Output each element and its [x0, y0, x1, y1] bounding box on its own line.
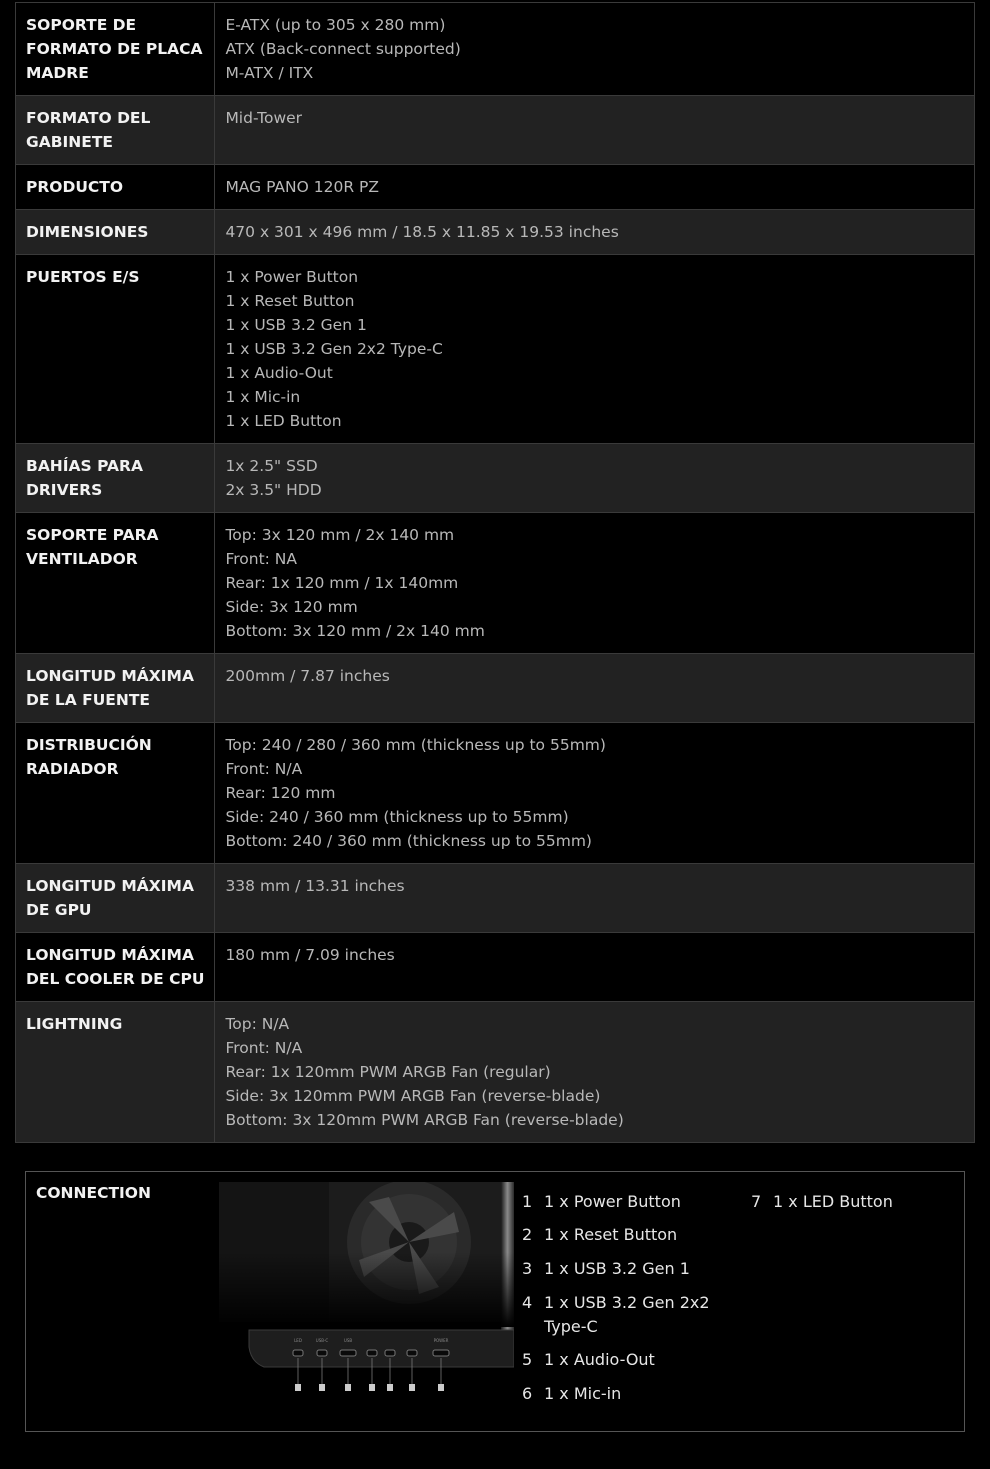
connection-item-number: 4 [522, 1293, 533, 1312]
spec-label-line: GABINETE [26, 133, 114, 151]
connection-title: CONNECTION [36, 1184, 151, 1202]
spec-row [16, 723, 975, 864]
spec-value [215, 723, 975, 864]
connection-item-number: 2 [522, 1225, 533, 1244]
spec-label [16, 165, 215, 210]
spec-label [16, 723, 215, 864]
connection-item-text: 1 x USB 3.2 Gen 1 [544, 1259, 690, 1278]
spec-row [16, 210, 975, 255]
spec-value-line: Top: N/A [225, 1015, 290, 1033]
spec-value-line: Side: 3x 120mm PWM ARGB Fan (reverse-blade) [225, 1087, 601, 1105]
spec-value [215, 444, 975, 513]
spec-label [16, 513, 215, 654]
spec-value-line: 1 x LED Button [225, 412, 342, 430]
spec-value-line: Mid-Tower [225, 109, 303, 127]
port-callout-marker [438, 1384, 444, 1391]
port-callout-marker [319, 1384, 325, 1391]
spec-value [215, 3, 975, 96]
spec-value-line: 1 x USB 3.2 Gen 1 [225, 316, 367, 334]
spec-label [16, 1002, 215, 1143]
spec-value [215, 654, 975, 723]
spec-value-line: 1 x Audio-Out [225, 364, 333, 382]
connection-item-text: 1 x Audio-Out [544, 1350, 655, 1369]
spec-row [16, 513, 975, 654]
spec-row [16, 1002, 975, 1143]
port-icon [367, 1350, 377, 1356]
port-icon [433, 1350, 449, 1356]
spec-label-line: DRIVERS [26, 481, 103, 499]
specs-table [15, 2, 975, 1143]
connection-item-text: 1 x Reset Button [544, 1225, 678, 1244]
spec-value-line: Bottom: 3x 120 mm / 2x 140 mm [225, 622, 485, 640]
spec-value-line: Bottom: 3x 120mm PWM ARGB Fan (reverse-blade) [225, 1111, 624, 1129]
spec-label-line: DISTRIBUCIÓN [26, 736, 152, 754]
connection-item-text: 1 x Mic-in [544, 1384, 622, 1403]
port-icon [317, 1350, 327, 1356]
connection-item-number: 7 [751, 1192, 762, 1211]
spec-value-line: ATX (Back-connect supported) [225, 40, 461, 58]
spec-value-line: 180 mm / 7.09 inches [225, 946, 395, 964]
spec-value [215, 165, 975, 210]
spec-label [16, 3, 215, 96]
spec-value-line: Front: N/A [225, 1039, 303, 1057]
connection-item-number: 5 [522, 1350, 533, 1369]
spec-label-line: MADRE [26, 64, 89, 82]
port-icon [293, 1350, 303, 1356]
connection-item-text: 1 x Power Button [544, 1192, 681, 1211]
spec-label [16, 210, 215, 255]
connection-item-number: 6 [522, 1384, 533, 1403]
spec-label-line: FORMATO DEL [26, 109, 151, 127]
spec-value-line: E-ATX (up to 305 x 280 mm) [225, 16, 446, 34]
spec-label-line: LIGHTNING [26, 1015, 123, 1033]
spec-value-line: Rear: 1x 120 mm / 1x 140mm [225, 574, 459, 592]
port-label: LED [294, 1338, 302, 1343]
spec-value [215, 1002, 975, 1143]
port-label: USB [343, 1338, 353, 1343]
port-callout-marker [409, 1384, 415, 1391]
connection-item-text: 1 x LED Button [773, 1192, 893, 1211]
port-icon [407, 1350, 417, 1356]
spec-row [16, 96, 975, 165]
port-icon [340, 1350, 356, 1356]
spec-label-line: DIMENSIONES [26, 223, 149, 241]
port-callout-marker [369, 1384, 375, 1391]
spec-value-line: M-ATX / ITX [225, 64, 314, 82]
spec-label [16, 654, 215, 723]
spec-value-line: Side: 240 / 360 mm (thickness up to 55mm) [225, 808, 569, 826]
spec-value-line: 1 x USB 3.2 Gen 2x2 Type-C [225, 340, 443, 358]
connection-item-number: 3 [522, 1259, 533, 1278]
spec-value-line: 470 x 301 x 496 mm / 18.5 x 11.85 x 19.53 inches [225, 223, 619, 241]
spec-value-line: 1 x Mic-in [225, 388, 301, 406]
spec-value-line: 338 mm / 13.31 inches [225, 877, 405, 895]
spec-value-line: Side: 3x 120 mm [225, 598, 358, 616]
spec-row [16, 255, 975, 444]
port-callout-marker [295, 1384, 301, 1391]
spec-label [16, 444, 215, 513]
spec-label [16, 255, 215, 444]
spec-value-line: 1 x Power Button [225, 268, 359, 286]
spec-value-line: MAG PANO 120R PZ [225, 178, 380, 196]
port-label: POWER [433, 1338, 449, 1343]
spec-value-line: Front: NA [225, 550, 297, 568]
port-callout-marker [387, 1384, 393, 1391]
spec-row [16, 444, 975, 513]
spec-value [215, 96, 975, 165]
spec-value [215, 513, 975, 654]
connection-item-text: 1 x USB 3.2 Gen 2x2 [544, 1293, 710, 1312]
spec-label-line: SOPORTE PARA [26, 526, 159, 544]
spec-label-line: FORMATO DE PLACA [26, 40, 203, 58]
connection-item-text-cont: Type-C [544, 1317, 598, 1336]
spec-value-line: 200mm / 7.87 inches [225, 667, 390, 685]
port-icon [385, 1350, 395, 1356]
spec-value-line: Front: N/A [225, 760, 303, 778]
spec-label-line: PRODUCTO [26, 178, 124, 196]
spec-row [16, 864, 975, 933]
spec-row [16, 933, 975, 1002]
spec-label-line: RADIADOR [26, 760, 119, 778]
spec-value-line: 1x 2.5" SSD [225, 457, 318, 475]
spec-label-line: PUERTOS E/S [26, 268, 140, 286]
connection-panel [25, 1171, 965, 1432]
spec-label [16, 864, 215, 933]
front-io-panel-image [219, 1182, 514, 1400]
spec-value-line: Rear: 120 mm [225, 784, 336, 802]
spec-value-line: Rear: 1x 120mm PWM ARGB Fan (regular) [225, 1063, 551, 1081]
spec-value [215, 255, 975, 444]
spec-label-line: DEL COOLER DE CPU [26, 970, 205, 988]
port-callout-marker [345, 1384, 351, 1391]
spec-value-line: 2x 3.5" HDD [225, 481, 322, 499]
spec-label-line: VENTILADOR [26, 550, 138, 568]
spec-label-line: DE GPU [26, 901, 92, 919]
connection-item-number: 1 [522, 1192, 533, 1211]
spec-value-line: Bottom: 240 / 360 mm (thickness up to 55mm) [225, 832, 592, 850]
spec-label-line: BAHÍAS PARA [26, 457, 143, 475]
spec-label-line: SOPORTE DE [26, 16, 137, 34]
port-label: USB-C [315, 1338, 329, 1343]
spec-row [16, 654, 975, 723]
spec-value [215, 933, 975, 1002]
spec-label [16, 96, 215, 165]
spec-label-line: LONGITUD MÁXIMA [26, 667, 194, 685]
spec-row [16, 165, 975, 210]
spec-value [215, 864, 975, 933]
spec-label-line: LONGITUD MÁXIMA [26, 877, 194, 895]
spec-label-line: LONGITUD MÁXIMA [26, 946, 194, 964]
spec-value-line: 1 x Reset Button [225, 292, 355, 310]
spec-row [16, 3, 975, 96]
spec-value [215, 210, 975, 255]
spec-value-line: Top: 3x 120 mm / 2x 140 mm [225, 526, 455, 544]
spec-label-line: DE LA FUENTE [26, 691, 151, 709]
spec-label [16, 933, 215, 1002]
spec-value-line: Top: 240 / 280 / 360 mm (thickness up to 55mm) [225, 736, 606, 754]
